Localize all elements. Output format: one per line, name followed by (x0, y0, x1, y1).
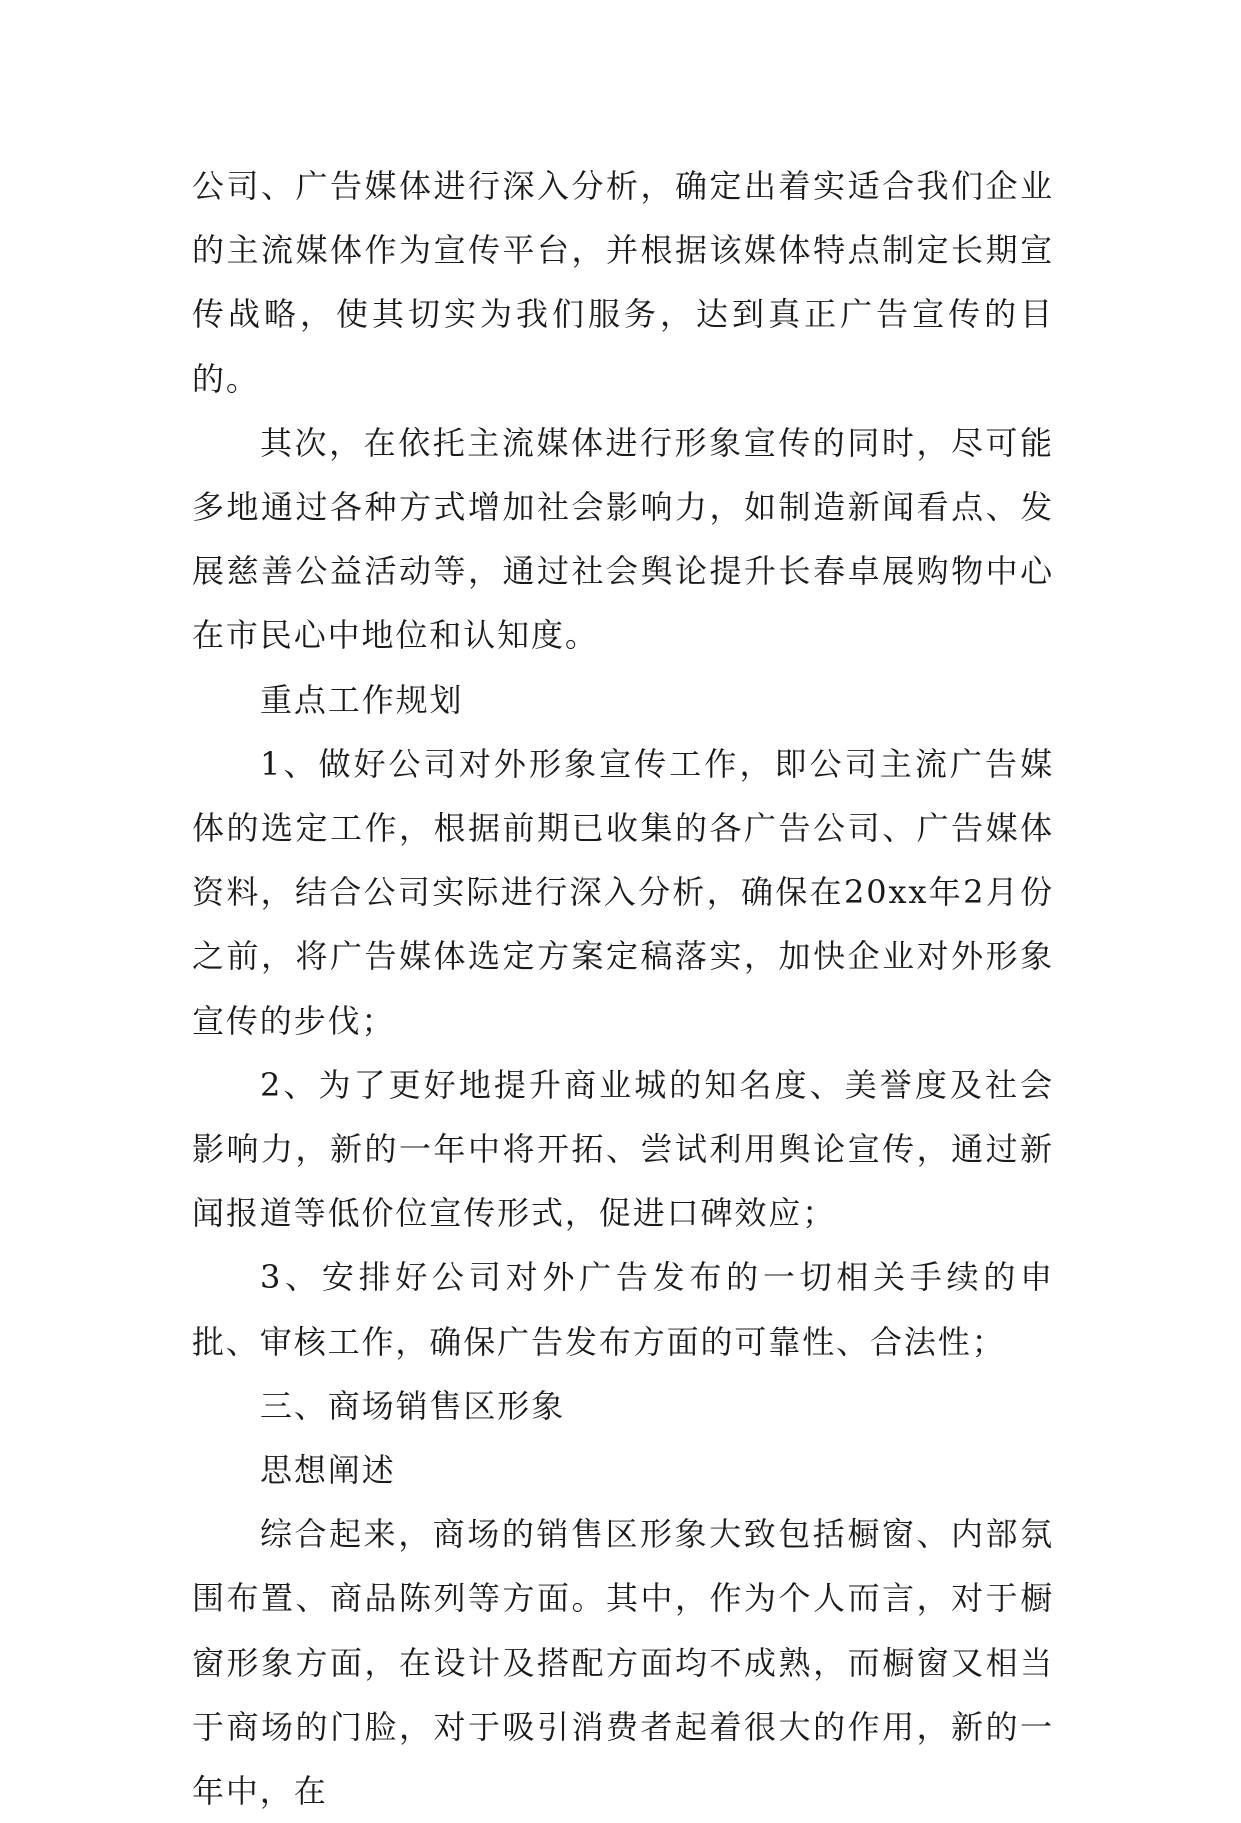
paragraph-social-influence: 其次，在依托主流媒体进行形象宣传的同时，尽可能多地通过各种方式增加社会影响力，如制造新闻看点、发展慈善公益活动等，通过社会舆论提升长春卓展购物中心在市民心中地位和认知度。 (192, 423, 1054, 655)
section-heading-sales-area: 三、商场销售区形象 (260, 1386, 566, 1425)
document-body (192, 154, 1054, 1823)
list-item-2: 2、为了更好地提升商业城的知名度、美誉度及社会影响力，新的一年中将开拓、尝试利用舆论宣传，通过新闻报道等低价位宣传形式，促进口碑效应； (192, 1065, 1054, 1233)
heading-key-work-plan: 重点工作规划 (260, 680, 464, 719)
list-item-3: 3、安排好公司对外广告发布的一切相关手续的申批、审核工作，确保广告发布方面的可靠性、合法性； (192, 1258, 1054, 1361)
subheading-thoughts: 思想阐述 (260, 1451, 396, 1490)
paragraph-sales-area-summary: 综合起来，商场的销售区形象大致包括橱窗、内部氛围布置、商品陈列等方面。其中，作为个人而言，对于橱窗形象方面，在设计及搭配方面均不成熟，而橱窗又相当于商场的门脸，对于吸引消费者起着很大的作用，新的一年中，在 (192, 1515, 1054, 1811)
paragraph-media-analysis: 公司、广告媒体进行深入分析，确定出着实适合我们企业的主流媒体作为宣传平台，并根据该媒体特点制定长期宣传战略，使其切实为我们服务，达到真正广告宣传的目的。 (192, 167, 1054, 398)
list-item-1: 1、做好公司对外形象宣传工作，即公司主流广告媒体的选定工作，根据前期已收集的各广告公司、广告媒体资料，结合公司实际进行深入分析，确保在20xx年2月份之前，将广告媒体选定方案定稿落实，加快企业对外形象宣传的步伐； (192, 744, 1054, 1040)
